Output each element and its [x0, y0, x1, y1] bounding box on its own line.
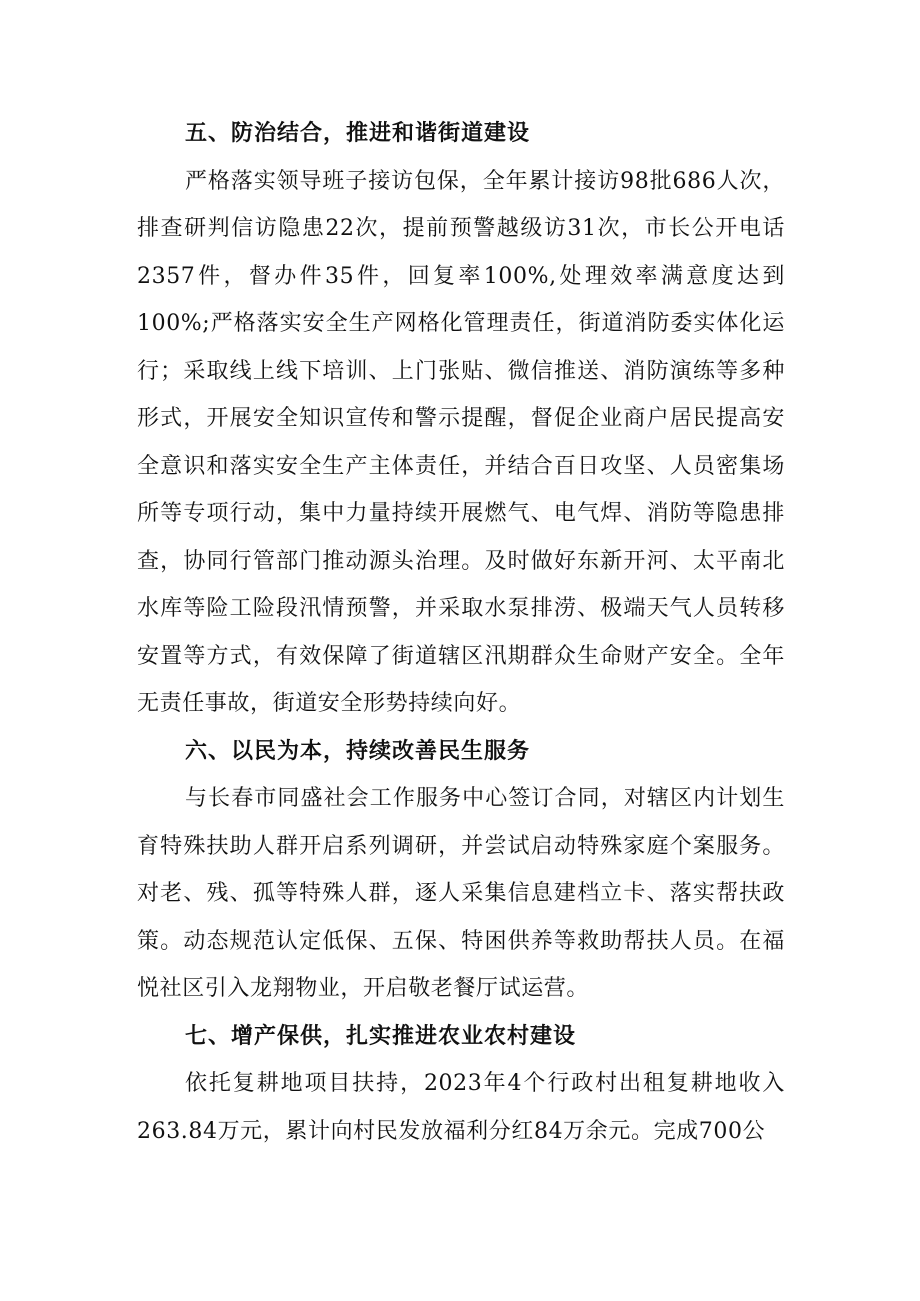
- section-paragraph-7: 依托复耕地项目扶持，2023年4个行政村出租复耕地收入263.84万元，累计向村民发放福利分红84万余元。完成700公: [137, 1071, 785, 1144]
- section-paragraph-5: 严格落实领导班子接访包保，全年累计接访98批686人次，排查研判信访隐患22次，提前预警越级访31次，市长公开电话2357件，督办件35件，回复率100%,处理效率满意度达到100%;严格落实安全生产网格化管理责任，街道消防委实体化运行；采取线上线下培训、上门张贴、微信推送、消防演练等多种形式，开展安全知识宣传和警示提醒，督促企业商户居民提高安全意识和落实安全生产主体责任，并结合百日攻坚、人员密集场所等专项行动，集中力量持续开展燃气、电气焊、消防等隐患排查，协同行管部门推动源头治理。及时做好东新开河、太平南北水库等险工险段汛情预警，并采取水泵排涝、极端天气人员转移安置等方式，有效保障了街道辖区汛期群众生命财产安全。全年无责任事故，街道安全形势持续向好。: [137, 168, 785, 716]
- section-paragraph-6: 与长春市同盛社会工作服务中心签订合同，对辖区内计划生育特殊扶助人群开启系列调研，并尝试启动特殊家庭个案服务。对老、残、孤等特殊人群，逐人采集信息建档立卡、落实帮扶政策。动态规范认定低保、五保、特困供养等救助帮扶人员。在福悦社区引入龙翔物业，开启敬老餐厅试运营。: [137, 786, 785, 1001]
- section-heading-6: 六、以民为本，持续改善民生服务: [185, 737, 531, 764]
- section-heading-7: 七、增产保供，扎实推进农业农村建设: [185, 1022, 577, 1049]
- document-body: [137, 110, 785, 1155]
- section-heading-5: 五、防治结合，推进和谐街道建设: [185, 120, 531, 146]
